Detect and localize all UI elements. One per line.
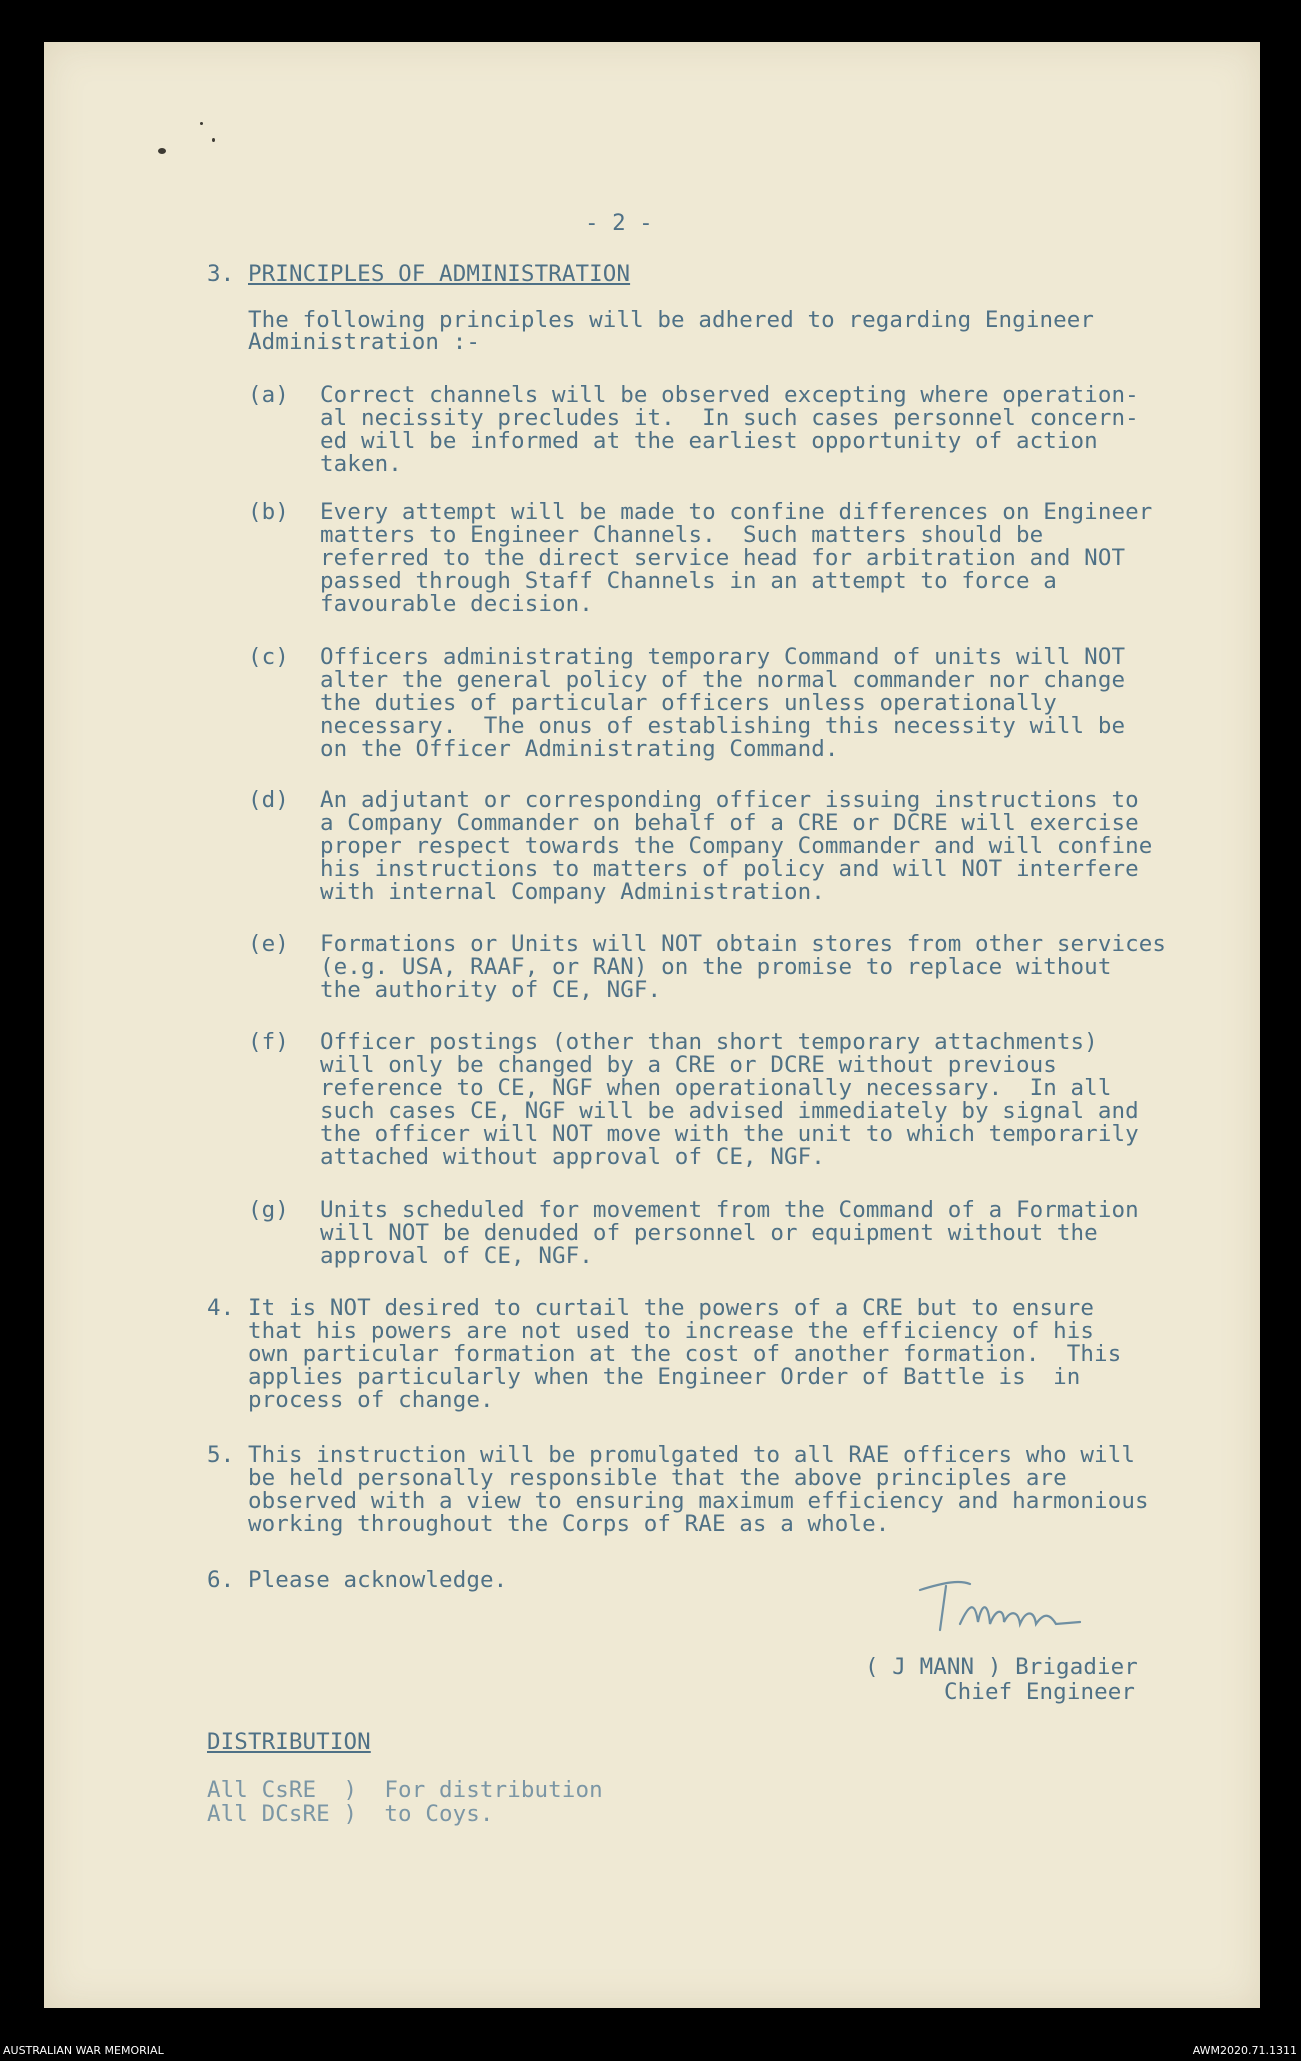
item-line: the authority of CE, NGF. bbox=[320, 977, 662, 1003]
section-5-line: be held personally responsible that the above principles are bbox=[248, 1465, 1067, 1491]
item-label: (d) bbox=[248, 787, 289, 813]
item-line: favourable decision. bbox=[320, 591, 593, 617]
intro-line: The following principles will be adhered to regarding Engineer bbox=[248, 307, 1095, 333]
item-line: will NOT be denuded of personnel or equipment without the bbox=[320, 1220, 1098, 1246]
item-label: (g) bbox=[248, 1197, 289, 1223]
item-line: reference to CE, NGF when operationally necessary. In all bbox=[320, 1075, 1112, 1101]
item-line: a Company Commander on behalf of a CRE or DCRE will exercise bbox=[320, 810, 1139, 836]
item-line: passed through Staff Channels in an attempt to force a bbox=[320, 568, 1057, 594]
section-6-number: 6. bbox=[207, 1567, 235, 1593]
section-4-line: own particular formation at the cost of another formation. This bbox=[248, 1341, 1122, 1367]
section-3-heading: PRINCIPLES OF ADMINISTRATION bbox=[248, 261, 631, 287]
item-line: his instructions to matters of policy and will NOT interfere bbox=[320, 856, 1139, 882]
item-label: (a) bbox=[248, 382, 289, 408]
item-line: with internal Company Administration. bbox=[320, 879, 825, 905]
document-page bbox=[44, 42, 1260, 2008]
section-4-line: process of change. bbox=[248, 1387, 494, 1413]
signature-name-rank: ( J MANN ) Brigadier bbox=[865, 1654, 1138, 1680]
item-line: Officer postings (other than short temporary attachments) bbox=[320, 1029, 1098, 1055]
item-line: al necissity precludes it. In such cases personnel concern- bbox=[320, 405, 1139, 431]
paper-speck bbox=[212, 138, 215, 142]
intro-line: Administration :- bbox=[248, 329, 480, 355]
section-5-line: working throughout the Corps of RAE as a whole. bbox=[248, 1511, 890, 1537]
paper-speck bbox=[158, 148, 166, 154]
section-5-line: This instruction will be promulgated to all RAE officers who will bbox=[248, 1442, 1135, 1468]
item-line: attached without approval of CE, NGF. bbox=[320, 1144, 825, 1170]
paper-speck bbox=[200, 122, 203, 125]
item-line: Every attempt will be made to confine differences on Engineer bbox=[320, 499, 1153, 525]
item-line: taken. bbox=[320, 451, 402, 477]
section-4-number: 4. bbox=[207, 1295, 235, 1321]
item-line: An adjutant or corresponding officer issuing instructions to bbox=[320, 787, 1139, 813]
item-line: such cases CE, NGF will be advised immediately by signal and bbox=[320, 1098, 1139, 1124]
item-line: matters to Engineer Channels. Such matters should be bbox=[320, 522, 1044, 548]
section-6-text: Please acknowledge. bbox=[248, 1567, 508, 1593]
section-5-line: observed with a view to ensuring maximum efficiency and harmonious bbox=[248, 1488, 1149, 1514]
item-line: the officer will NOT move with the unit to which temporarily bbox=[320, 1121, 1139, 1147]
item-label: (c) bbox=[248, 644, 289, 670]
footer-bar bbox=[0, 2040, 1301, 2061]
item-line: on the Officer Administrating Command. bbox=[320, 736, 839, 762]
item-label: (b) bbox=[248, 499, 289, 525]
item-line: the duties of particular officers unless operationally bbox=[320, 690, 1057, 716]
item-line: will only be changed by a CRE or DCRE without previous bbox=[320, 1052, 1057, 1078]
item-label: (f) bbox=[248, 1029, 289, 1055]
section-5-number: 5. bbox=[207, 1442, 235, 1468]
footer-institution: AUSTRALIAN WAR MEMORIAL bbox=[3, 2044, 164, 2057]
section-4-line: that his powers are not used to increase the efficiency of his bbox=[248, 1318, 1095, 1344]
distribution-line: All CsRE ) For distribution bbox=[207, 1777, 603, 1803]
section-4-line: It is NOT desired to curtail the powers of a CRE but to ensure bbox=[248, 1295, 1095, 1321]
item-line: Units scheduled for movement from the Command of a Formation bbox=[320, 1197, 1139, 1223]
item-line: ed will be informed at the earliest opportunity of action bbox=[320, 428, 1098, 454]
page-number: - 2 - bbox=[585, 210, 653, 236]
item-line: Officers administrating temporary Command of units will NOT bbox=[320, 644, 1126, 670]
item-line: necessary. The onus of establishing this necessity will be bbox=[320, 713, 1126, 739]
item-line: proper respect towards the Company Commander and will confine bbox=[320, 833, 1153, 859]
handwritten-signature bbox=[900, 1572, 1130, 1642]
item-line: alter the general policy of the normal commander nor change bbox=[320, 667, 1126, 693]
item-line: (e.g. USA, RAAF, or RAN) on the promise to replace without bbox=[320, 954, 1112, 980]
signature-title: Chief Engineer bbox=[944, 1679, 1136, 1705]
section-3-number: 3. bbox=[207, 261, 235, 287]
item-line: Formations or Units will NOT obtain stores from other services bbox=[320, 931, 1167, 957]
item-line: Correct channels will be observed excepting where operation- bbox=[320, 382, 1139, 408]
item-line: approval of CE, NGF. bbox=[320, 1243, 593, 1269]
item-line: referred to the direct service head for arbitration and NOT bbox=[320, 545, 1126, 571]
distribution-line: All DCsRE ) to Coys. bbox=[207, 1801, 494, 1827]
item-label: (e) bbox=[248, 931, 289, 957]
footer-accession-number: AWM2020.71.1311 bbox=[1192, 2044, 1297, 2057]
section-4-line: applies particularly when the Engineer Order of Battle is in bbox=[248, 1364, 1081, 1390]
distribution-heading: DISTRIBUTION bbox=[207, 1729, 371, 1755]
